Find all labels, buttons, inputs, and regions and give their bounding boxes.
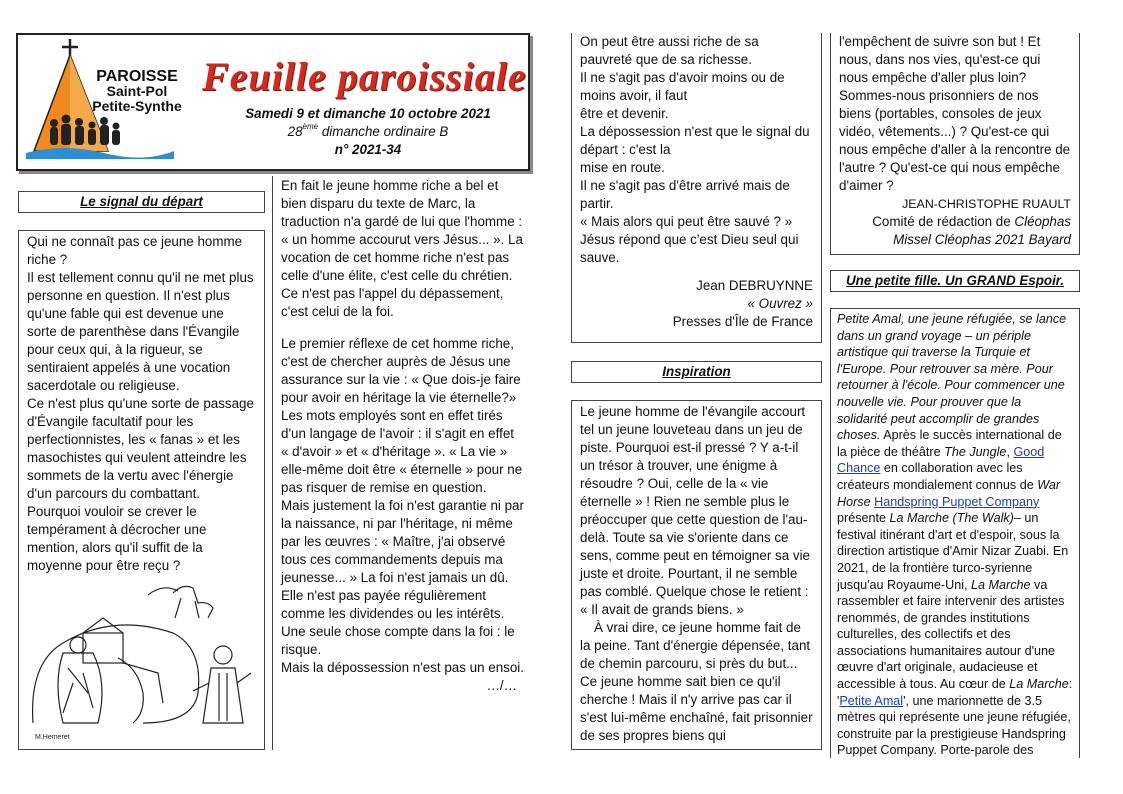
rich-young-man-illustration — [23, 573, 261, 743]
petite-amal-link[interactable]: Petite Amal — [839, 693, 904, 708]
inspiration-title: Inspiration — [571, 361, 822, 383]
illustration-signature: M.Hemeret — [35, 734, 70, 741]
col3-top-text: On peut être aussi riche de sa pauvreté que de sa richesse. Il ne s'agit pas d'avoir moins ou de moins avoir, il faut être et devenir. La dépossession n'est que le signal du départ : c'est la mise en route. Il ne s'agit pas d'être arrivé mais de partir. « Mais alors qui peut être sauvé ? » Jésus répond que c'est Dieu seul qui sauve. — [580, 34, 810, 265]
col3-top-box — [571, 33, 822, 343]
signal-article-box — [18, 230, 265, 750]
issue-date: Samedi 9 et dimanche 10 octobre 2021 — [245, 106, 491, 121]
amal-title: Une petite fille. Un GRAND Espoir. — [830, 270, 1080, 292]
handspring-link[interactable]: Handspring Puppet Company — [874, 494, 1040, 509]
issue-number: n° 2021-34 — [334, 142, 402, 157]
inspiration-paragraph-1: Le jeune homme de l'évangile accourt tel un jeune louveteau dans un jeu de piste. Pourquoi est-il pressé ? Y a-t-il un trésor à trouver, une énigme à résoudre ? Oui, celle de la « vie éternelle » ! Rien ne semble plus le préoccuper que cette question de l'au-delà. Toute sa vie s'oriente dans ce sens, comme peut en témoigner sa vie juste et droite. Pourtant, il ne semble pas comblé. Quelque chose le retient : « Il avait de grands biens. » — [580, 404, 810, 617]
liturgical-sunday: 28ème dimanche ordinaire B — [287, 122, 449, 139]
header-box — [16, 33, 530, 171]
col3-publisher: Presses d'Île de France — [672, 314, 813, 329]
col2-paragraph-1: En fait le jeune homme riche a bel et bien disparu du texte de Marc, la traduction n'a gardé de lui que l'homme : « un homme accourut vers Jésus... ». La vocation de cet homme riche n'est pas celle d'une élite, c'est celle du chrétien. Ce n'est pas l'appel du dépassement, c'est celui de la foi. — [281, 178, 523, 319]
col4-top-box — [830, 33, 1080, 255]
col4-author: JEAN-CHRISTOPHE RUAULT — [902, 197, 1071, 211]
parish-name-line2: Saint-Pol — [106, 83, 168, 99]
parish-name-line3: Petite-Synthe — [92, 98, 182, 114]
continued-marker: …/… — [486, 678, 517, 693]
signal-title: Le signal du départ — [18, 191, 265, 213]
newsletter-title: Feuille paroissiale — [202, 54, 527, 99]
column-2-rule — [272, 176, 273, 750]
column-2 — [281, 177, 525, 695]
col3-author: Jean DEBRUYNNE — [696, 278, 813, 293]
inspiration-paragraph-2: À vrai dire, ce jeune homme fait de la peine. Tant d'énergie dépensée, tant de chemin parcouru, si près du but... Ce jeune homme sait bien ce qu'il cherche ! Mais il n'y arrive pas car il s'est lui-même enchaîné, fait prisonnier de ses propres biens qui — [580, 620, 813, 743]
col3-work: « Ouvrez » — [747, 296, 813, 311]
col2-paragraph-2: Le premier réflexe de cet homme riche, c'est de chercher auprès de Jésus une assurance sur la vie : « Que dois-je faire pour avoir en héritage la vie éternelle?» Les mots employés sont en effet tirés d'un langage de l'avoir : il s'agit en effet « d'avoir » et « d'héritage ». « La vie » elle-même doit être « éternelle » pour ne pas risquer de remise en question. Mais justement la foi n'est garantie ni par la naissance, ni par l'héritage, ni même par les œuvres : « Maître, j'ai observé tous ces commandements depuis ma jeunesse... » La foi n'est jamais un dû. Elle n'est pas payée régulièrement comme les dividendes ou les intérêts. Une seule chose compte dans la foi : le risque. Mais la dépossession n'est pas un ensoi. — [281, 336, 524, 675]
amal-intro: Petite Amal, une jeune réfugiée, se lance dans un grand voyage – un périple artistique qui traverse la Turquie et l'Europe. Pour retrouver sa mère. Pour retourner à l'école. Pour commencer une nouvelle vie. Pour prouver que la solidarité peut accomplir de grandes choses. — [837, 312, 1067, 443]
amal-text: Petite Amal, une jeune réfugiée, se lance dans un grand voyage – un périple artistique qui traverse la Turquie et l'Europe. Pour retrouver sa mère. Pour retourner à l'école. Pour commencer une nouvelle vie. Pour prouver que la solidarité peut accomplir de grandes choses. Après le succès international de la pièce de théâtre The Jungle, Good Chance en collaboration avec les créateurs mondialement connus de War Horse Handspring Puppet Company présente La Marche (The Walk)– un festival itinérant d'art et d'espoir, sous la direction artistique d'Amir Nizar Zuabi. En 2021, de la frontière turco-syrienne jusqu'au Royaume-Uni, La Marche va rassembler et faire intervenir des artistes renommés, de grandes institutions culturelles, des collectifs et des associations humanitaires autour d'une œuvre d'art originale, audacieuse et accessible à tous. Au cœur de La Marche: 'Petite Amal', une marionnette de 3.5 mètres qui représente une jeune réfugiée, construite par la prestigieuse Handspring Puppet Company. Porte-parole des — [837, 312, 1073, 758]
amal-box — [830, 308, 1080, 758]
signal-text: Qui ne connaît pas ce jeune homme riche ? Il est tellement connu qu'il ne met plus personne en question. Il n'est plus qu'une fable qui est devenue une sorte de parenthèse dans l'Évangile pour ceux qui, à la rigueur, se sentiraient appelés à une vocation sacerdotale ou religieuse. Ce n'est plus qu'une sorte de passage d'Évangile facultatif pour les perfectionnistes, les « fanas » et les masochistes qui veulent atteindre les sommets de la vertu avec l'énergie d'un parcours du combattant. Pourquoi vouloir se crever le tempérament à décrocher une mention, alors qu'il suffit de la moyenne pour être reçu ? — [27, 234, 254, 573]
col4-top-text: l'empêchent de suivre son but ! Et nous, dans nos vies, qu'est-ce qui nous empêche d'aller plus loin? Sommes-nous prisonniers de nos biens (portables, consoles de jeux vidéo, vêtements...) ? Qu'est-ce qui nous empêche d'aller à la rencontre de l'autre ? Qu'est-ce qui nous empêche d'aimer ? — [839, 34, 1071, 193]
parish-name-line1: PAROISSE — [96, 68, 178, 85]
col4-committee: Comité de rédaction de Cléophas — [872, 214, 1071, 229]
col4-missel: Missel Cléophas 2021 Bayard — [893, 232, 1071, 247]
inspiration-box — [571, 400, 822, 750]
good-chance-link[interactable]: Good Chance — [837, 444, 1045, 476]
